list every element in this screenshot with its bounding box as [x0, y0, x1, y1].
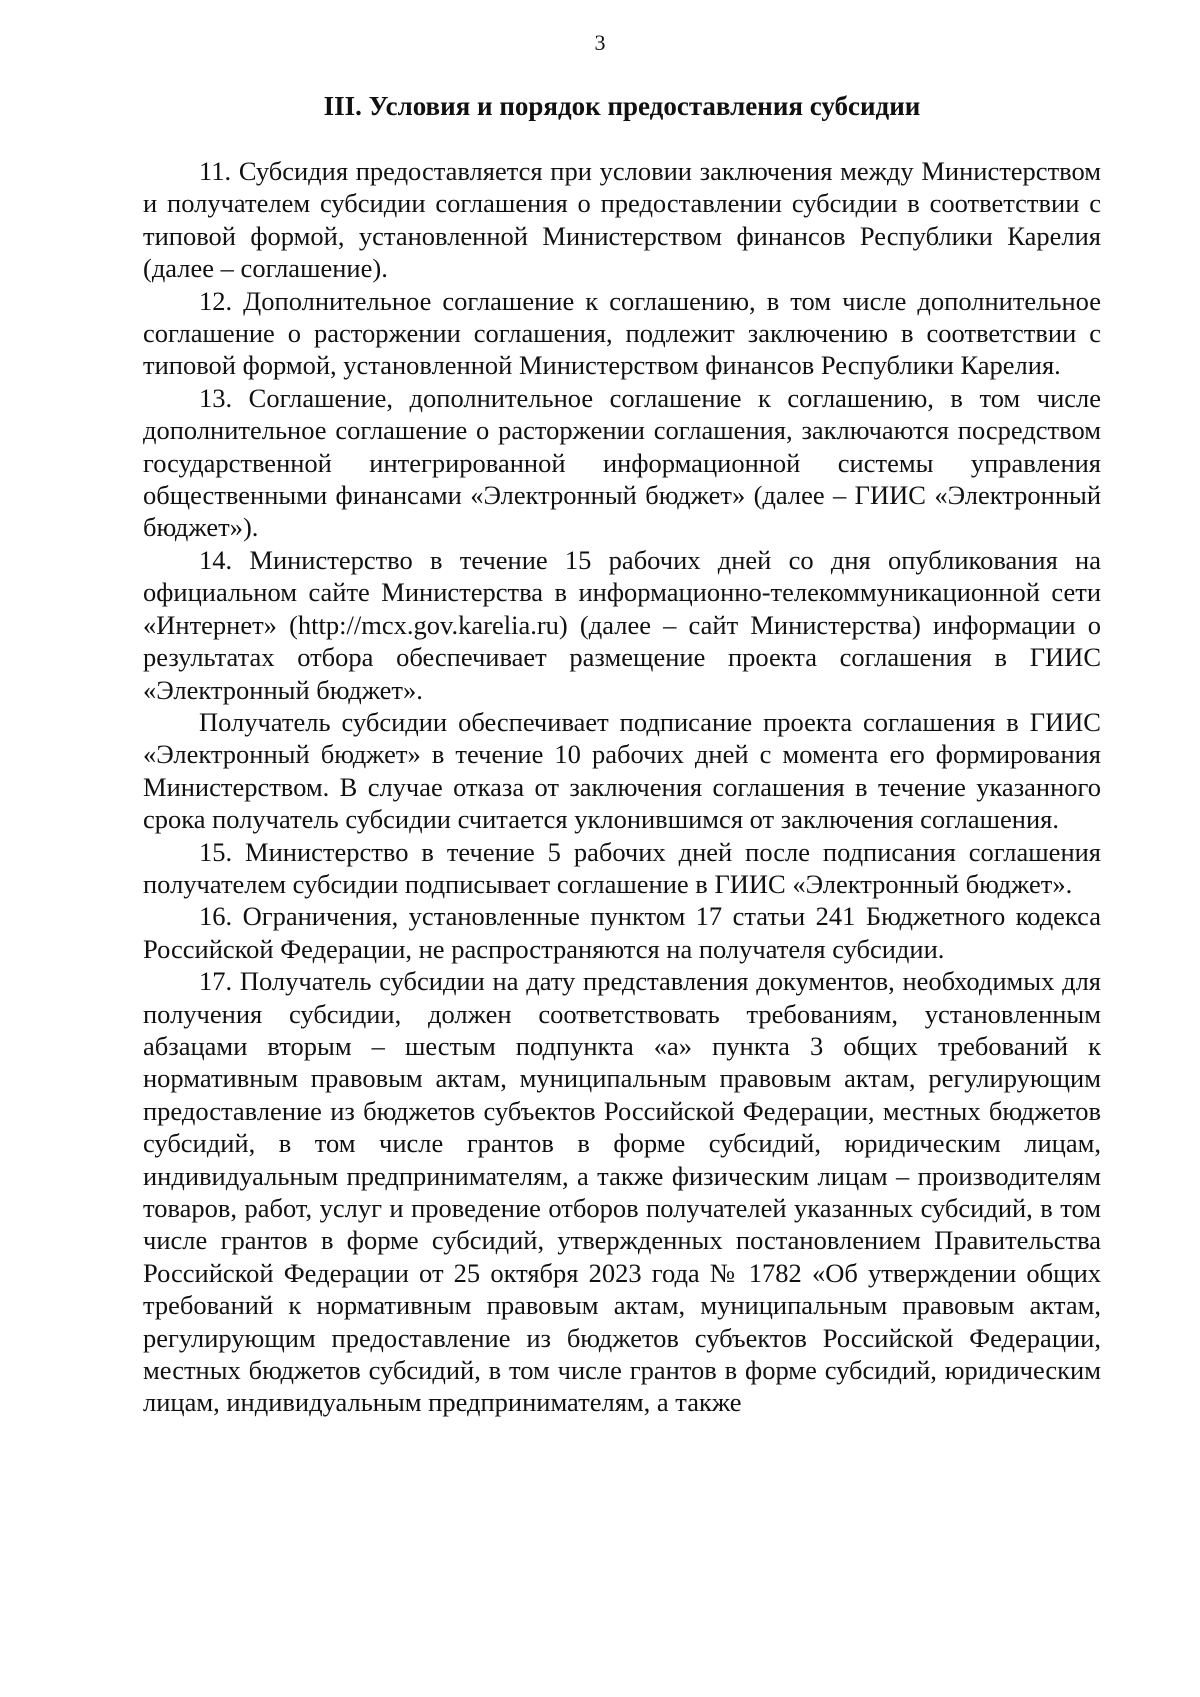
section-heading: III. Условия и порядок предоставления субсидии [323, 91, 921, 121]
paragraph-14-continued: Получатель субсидии обеспечивает подписание проекта соглашения в ГИИС «Электронный бюджет» в течение 10 рабочих дней с момента его формирования Министерством. В случае отказа от заключения соглашения в течение указанного срока получатель субсидии считается уклонившимся от заключения соглашения. [143, 706, 1101, 835]
paragraph-15: 15. Министерство в течение 5 рабочих дней после подписания соглашения получателем субсидии подписывает соглашение в ГИИС «Электронный бюджет». [143, 836, 1101, 899]
document-body [143, 155, 1101, 1419]
page-number: 3 [594, 30, 606, 55]
paragraph-13: 13. Соглашение, дополнительное соглашение к соглашению, в том числе дополнительное соглашение о расторжении соглашения, заключаются посредством государственной интегрированной информационной системы управления общественными финансами «Электронный бюджет» (далее – ГИИС «Электронный бюджет»). [143, 382, 1101, 543]
paragraph-17: 17. Получатель субсидии на дату представления документов, необходимых для получения субсидии, должен соответствовать требованиям, установленным абзацами вторым – шестым подпункта «а» пункта 3 общих требований к нормативным правовым актам, муниципальным правовым актам, регулирующим предоставление из бюджетов субъектов Российской Федерации, местных бюджетов субсидий, в том числе грантов в форме субсидий, юридическим лицам, индивидуальным предпринимателям, а также физическим лицам – производителям товаров, работ, услуг и проведение отборов получателей указанных субсидий, в том числе грантов в форме субсидий, утвержденных постановлением Правительства Российской Федерации от 25 октября 2023 года № 1782 «Об утверждении общих требований к нормативным правовым актам, муниципальным правовым актам, регулирующим предоставление из бюджетов субъектов Российской Федерации, местных бюджетов субсидий, в том числе грантов в форме субсидий, юридическим лицам, индивидуальным предпринимателям, а также [143, 966, 1101, 1418]
paragraph-14: 14. Министерство в течение 15 рабочих дней со дня опубликования на официальном сайте Министерства в информационно-телекоммуникационной сети «Интернет» (http://mcx.gov.karelia.ru) (далее – сайт Министерства) информации о результатах отбора обеспечивает размещение проекта соглашения в ГИИС «Электронный бюджет». [143, 544, 1101, 705]
paragraph-11: 11. Субсидия предоставляется при условии заключения между Министерством и получателем субсидии соглашения о предоставлении субсидии в соответствии с типовой формой, установленной Министерством финансов Республики Карелия (далее – соглашение). [143, 156, 1101, 284]
paragraph-16: 16. Ограничения, установленные пунктом 17 статьи 241 Бюджетного кодекса Российской Федерации, не распространяются на получателя субсидии. [143, 901, 1101, 964]
paragraph-12: 12. Дополнительное соглашение к соглашению, в том числе дополнительное соглашение о расторжении соглашения, подлежит заключению в соответствии с типовой формой, установленной Министерством финансов Республики Карелия. [143, 285, 1101, 381]
